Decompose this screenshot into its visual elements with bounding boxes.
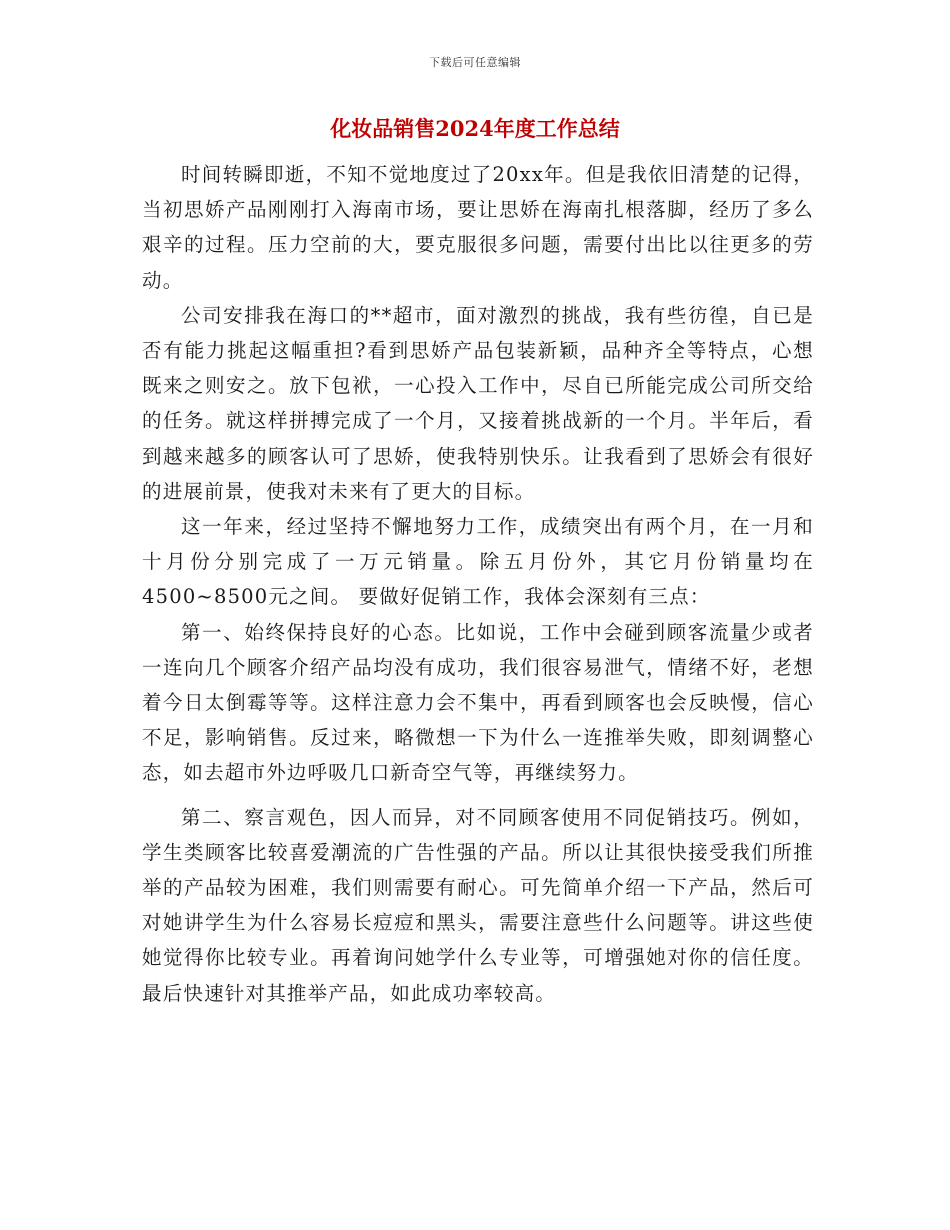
document-title: 化妆品销售2024年度工作总结 — [330, 116, 620, 141]
paragraph-sales-results: 这一年来，经过坚持不懈地努力工作，成绩突出有两个月，在一月和十月份分别完成了一万元销量。除五月份外，其它月份销量均在4500~8500元之间。 要做好促销工作，我体会深刻有三点： — [142, 515, 814, 609]
paragraph-intro: 时间转瞬即逝，不知不觉地度过了20xx年。但是我依旧清楚的记得，当初思娇产品刚刚打入海南市场，要让思娇在海南扎根落脚，经历了多么艰辛的过程。压力空前的大，要克服很多问题，需要付出比以往更多的劳动。 — [142, 163, 814, 292]
paragraph-assignment: 公司安排我在海口的**超市，面对激烈的挑战，我有些彷徨，自已是否有能力挑起这幅重担?看到思娇产品包装新颖，品种齐全等特点，心想既来之则安之。放下包袱，一心投入工作中，尽自已所能完成公司所交给的任务。就这样拼搏完成了一个月，又接着挑战新的一个月。半年后，看到越来越多的顾客认可了思娇，使我特别快乐。让我看到了思娇会有很好的进展前景，使我对未来有了更大的目标。 — [142, 303, 814, 503]
paragraph-point-two: 第二、察言观色，因人而异，对不同顾客使用不同促销技巧。例如，学生类顾客比较喜爱潮流的广告性强的产品。所以让其很快接受我们所推举的产品较为困难，我们则需要有耐心。可先简单介绍一下产品，然后可对她讲学生为什么容易长痘痘和黑头，需要注意些什么问题等。讲这些使她觉得你比较专业。再着询问她学什么专业等，可增强她对你的信任度。最后快速针对其推举产品，如此成功率较高。 — [142, 805, 814, 1005]
header-note: 下载后可任意编辑 — [429, 56, 521, 69]
paragraph-point-one: 第一、始终保持良好的心态。比如说，工作中会碰到顾客流量少或者一连向几个顾客介绍产品均没有成功，我们很容易泄气，情绪不好，老想着今日太倒霉等等。这样注意力会不集中，再看到顾客也会反映慢，信心不足，影响销售。反过来，略微想一下为什么一连推举失败，即刻调整心态，如去超市外边呼吸几口新奇空气等，再继续努力。 — [142, 620, 814, 785]
document-body — [142, 157, 814, 1011]
